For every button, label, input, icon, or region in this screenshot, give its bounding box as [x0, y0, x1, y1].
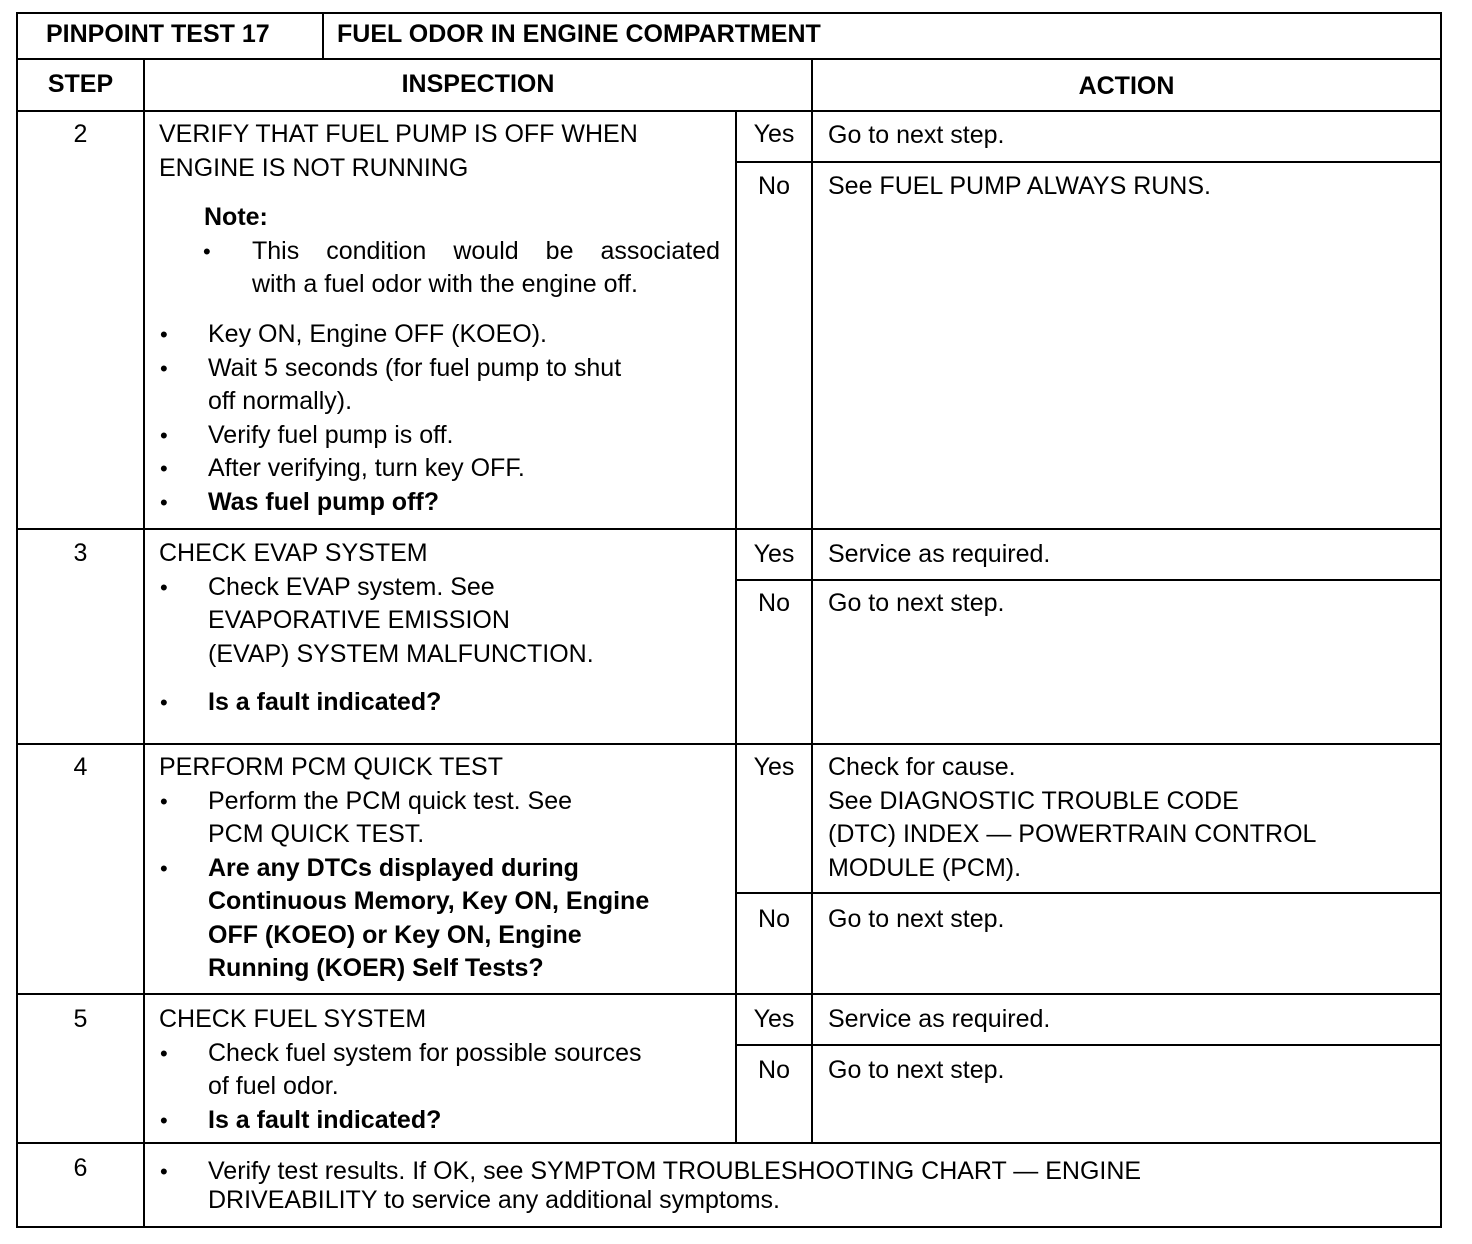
step-title: VERIFY THAT FUEL PUMP IS OFF WHEN	[159, 120, 638, 148]
question: Running (KOER) Self Tests?	[208, 954, 544, 982]
divider	[16, 1142, 1442, 1144]
yes-action: (DTC) INDEX — POWERTRAIN CONTROL	[828, 820, 1317, 848]
column-header-action: ACTION	[1078, 72, 1175, 100]
list-item: Verify fuel pump is off.	[208, 421, 454, 449]
divider	[735, 579, 1442, 581]
bullet: •	[160, 356, 168, 381]
list-item: After verifying, turn key OFF.	[208, 454, 525, 482]
divider	[16, 528, 1442, 530]
yes-label: Yes	[753, 120, 795, 148]
bullet: •	[160, 490, 168, 515]
no-label: No	[758, 172, 790, 200]
step-number: 6	[73, 1154, 88, 1182]
yes-label: Yes	[753, 540, 795, 568]
list-item: PCM QUICK TEST.	[208, 820, 425, 848]
bullet: •	[160, 789, 168, 814]
no-label: No	[758, 589, 790, 617]
bullet: •	[160, 423, 168, 448]
step-title: CHECK EVAP SYSTEM	[159, 539, 428, 567]
question: Is a fault indicated?	[208, 1106, 442, 1134]
list-item: Check EVAP system. See	[208, 573, 495, 601]
no-action: See FUEL PUMP ALWAYS RUNS.	[828, 172, 1211, 200]
divider	[143, 58, 145, 1228]
bullet: •	[160, 1159, 168, 1184]
divider	[16, 110, 1442, 112]
step-title: ENGINE IS NOT RUNNING	[159, 154, 469, 182]
list-item: Key ON, Engine OFF (KOEO).	[208, 320, 547, 348]
no-label: No	[758, 905, 790, 933]
no-label: No	[758, 1056, 790, 1084]
question: OFF (KOEO) or Key ON, Engine	[208, 921, 582, 949]
yes-action: MODULE (PCM).	[828, 854, 1022, 882]
list-item: EVAPORATIVE EMISSION	[208, 606, 510, 634]
column-header-inspection: INSPECTION	[401, 70, 555, 98]
no-action: Go to next step.	[828, 1056, 1005, 1084]
divider	[735, 110, 737, 1142]
step-number: 4	[73, 753, 88, 781]
divider	[811, 58, 813, 1142]
step-number: 5	[73, 1005, 88, 1033]
list-item: Check fuel system for possible sources	[208, 1039, 642, 1067]
test-id: PINPOINT TEST 17	[46, 20, 270, 48]
note-text: with a fuel odor with the engine off.	[252, 270, 638, 298]
no-action: Go to next step.	[828, 589, 1005, 617]
list-item: off normally).	[208, 387, 353, 415]
note-text: This condition would be associated	[252, 237, 720, 265]
bullet: •	[160, 856, 168, 881]
step-text: Verify test results. If OK, see SYMPTOM TROUBLESHOOTING CHART — ENGINE	[208, 1157, 1142, 1185]
bullet: •	[203, 239, 211, 264]
bullet: •	[160, 456, 168, 481]
bullet: •	[160, 322, 168, 347]
yes-action: Service as required.	[828, 540, 1051, 568]
divider	[16, 743, 1442, 745]
bullet: •	[160, 690, 168, 715]
test-title: FUEL ODOR IN ENGINE COMPARTMENT	[337, 20, 821, 48]
list-item: Perform the PCM quick test. See	[208, 787, 573, 815]
step-number: 3	[73, 539, 88, 567]
divider	[735, 1044, 1442, 1046]
bullet: •	[160, 575, 168, 600]
divider	[735, 892, 1442, 894]
yes-action: See DIAGNOSTIC TROUBLE CODE	[828, 787, 1239, 815]
yes-action: Check for cause.	[828, 753, 1016, 781]
column-header-step: STEP	[47, 70, 114, 98]
no-action: Go to next step.	[828, 905, 1005, 933]
yes-label: Yes	[753, 753, 795, 781]
list-item: (EVAP) SYSTEM MALFUNCTION.	[208, 640, 594, 668]
step-title: PERFORM PCM QUICK TEST	[159, 753, 504, 781]
divider	[735, 161, 1442, 163]
divider	[16, 58, 1442, 60]
question: Is a fault indicated?	[208, 688, 442, 716]
step-title: CHECK FUEL SYSTEM	[159, 1005, 427, 1033]
list-item: Wait 5 seconds (for fuel pump to shut	[208, 354, 622, 382]
question: Are any DTCs displayed during	[208, 854, 579, 882]
bullet: •	[160, 1108, 168, 1133]
yes-action: Service as required.	[828, 1005, 1051, 1033]
list-item: of fuel odor.	[208, 1072, 339, 1100]
question: Continuous Memory, Key ON, Engine	[208, 887, 650, 915]
question: Was fuel pump off?	[208, 488, 439, 516]
step-number: 2	[73, 120, 88, 148]
bullet: •	[160, 1041, 168, 1066]
yes-action: Go to next step.	[828, 121, 1005, 149]
divider	[16, 993, 1442, 995]
step-text: DRIVEABILITY to service any additional symptoms.	[208, 1186, 780, 1214]
note-label: Note:	[204, 203, 268, 231]
divider	[322, 12, 324, 58]
yes-label: Yes	[753, 1005, 795, 1033]
